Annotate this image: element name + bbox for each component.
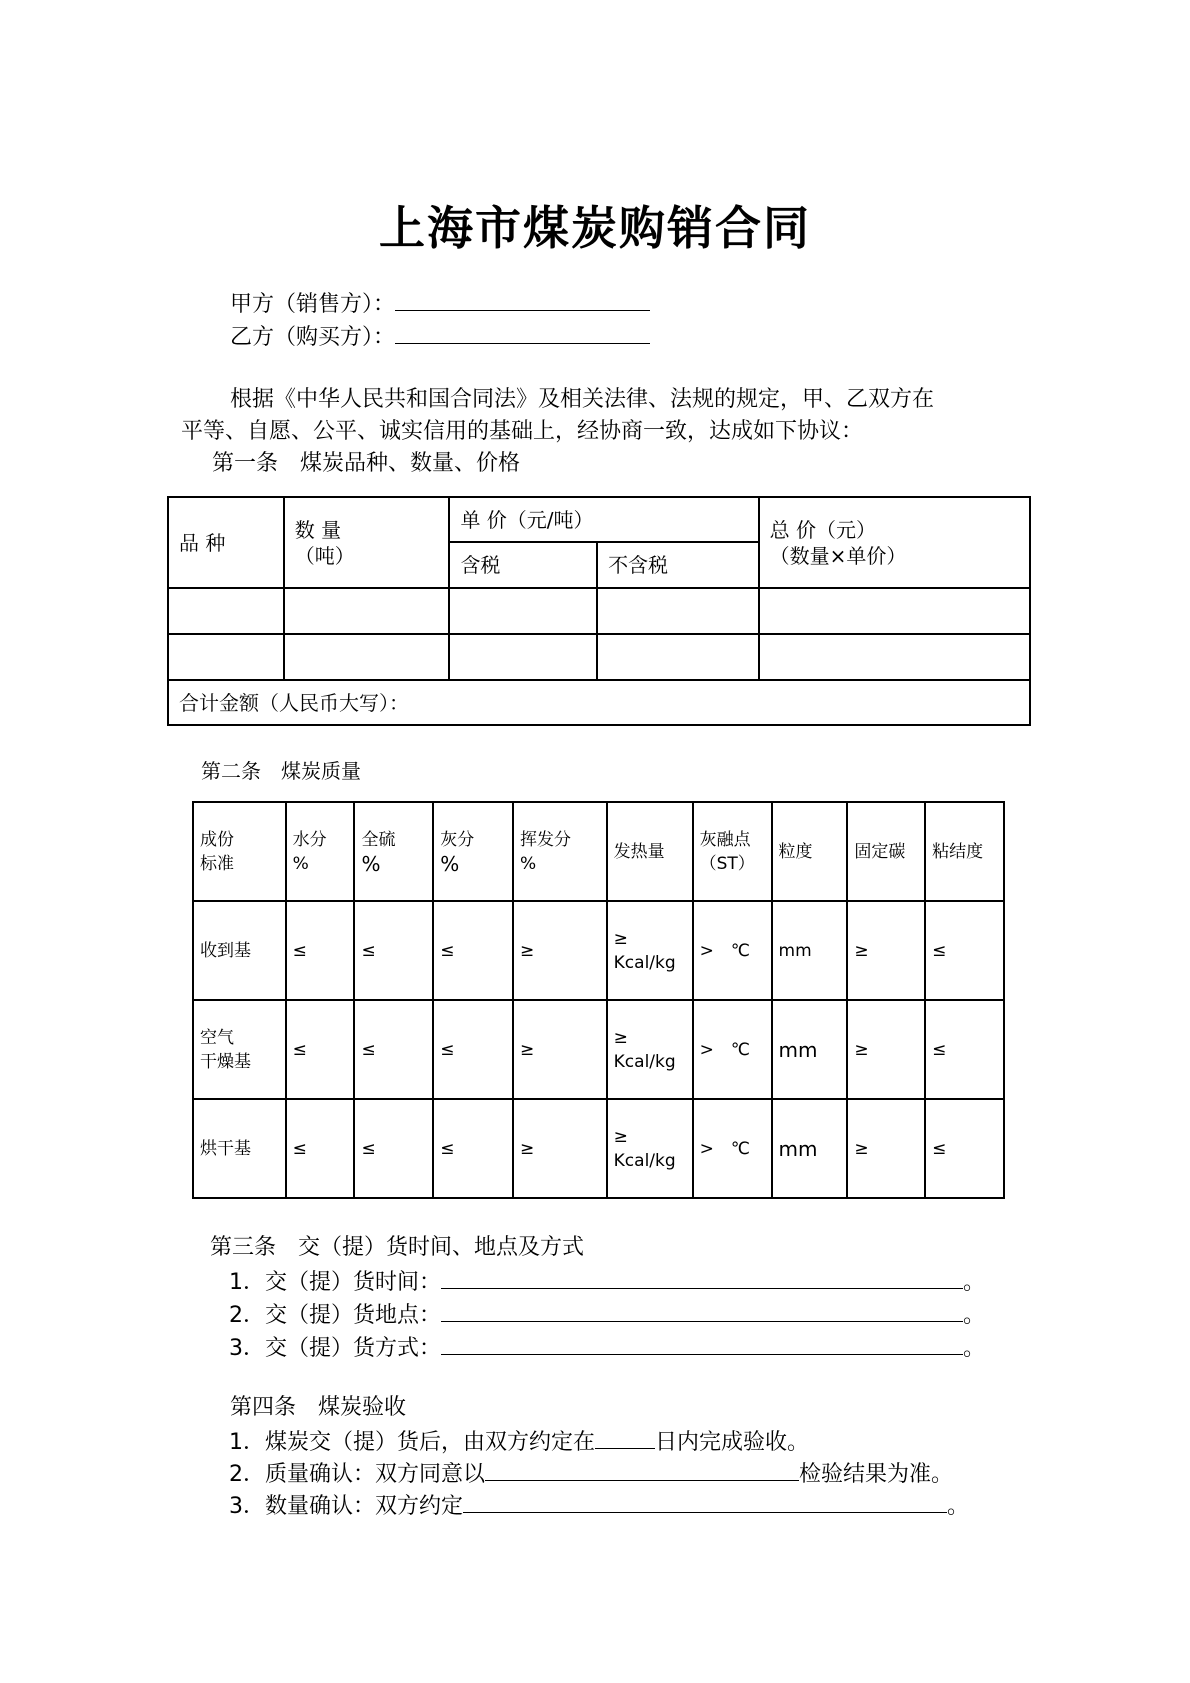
period-mark: 。 <box>963 1303 986 1328</box>
intro-line-2: 平等、自愿、公平、诚实信用的基础上，经协商一致，达成如下协议： <box>181 419 864 444</box>
cell-heat-unit: Kcal/kg <box>613 952 676 973</box>
table-row <box>193 1000 1004 1099</box>
header-volatile-2: % <box>519 853 537 874</box>
cell-variety[interactable] <box>168 634 284 680</box>
cell-quantity[interactable] <box>284 634 450 680</box>
cell-heat-symbol: ≥ <box>613 1027 628 1048</box>
header-size: 粒度 <box>772 802 848 901</box>
cell-total[interactable] <box>759 588 1030 634</box>
quality-confirm-blank[interactable] <box>485 1456 799 1481</box>
row-label-2: 干燥基 <box>200 1051 251 1072</box>
party-a-blank[interactable] <box>395 286 650 311</box>
article-3-heading: 第三条 交（提）货时间、地点及方式 <box>210 1235 585 1260</box>
party-b-blank[interactable] <box>395 319 650 344</box>
cell-sulfur[interactable]: ≤ <box>354 1099 433 1198</box>
row-label <box>193 1099 286 1198</box>
cell-ash[interactable]: ≤ <box>433 1099 513 1198</box>
article-4-heading: 第四条 煤炭验收 <box>230 1395 407 1420</box>
delivery-time-line <box>229 1264 985 1299</box>
cell-ash[interactable]: ≤ <box>433 901 513 1000</box>
cell-carbon[interactable]: ≥ <box>847 1099 925 1198</box>
cell-volatile[interactable]: ≥ <box>513 1099 607 1198</box>
acceptance-days-suffix: 日内完成验收。 <box>655 1430 810 1455</box>
header-unit-price: 单 价（元/吨） <box>449 497 758 542</box>
header-tax-included: 含税 <box>449 542 597 588</box>
cell-heat-symbol: ≥ <box>613 1126 628 1147</box>
total-amount-row[interactable]: 合计金额（人民币大写）： <box>168 680 1030 725</box>
header-standard-2: 标准 <box>200 853 234 874</box>
header-heat: 发热量 <box>607 802 693 901</box>
header-quantity-label: 数 量 <box>294 517 342 542</box>
header-ash-2: % <box>440 851 460 876</box>
delivery-method-blank[interactable] <box>441 1330 963 1355</box>
cell-heat-unit: Kcal/kg <box>613 1051 676 1072</box>
header-total-price <box>759 497 1030 588</box>
cell-ash[interactable]: ≤ <box>433 1000 513 1099</box>
quantity-confirm-label: 3．数量确认：双方约定 <box>229 1494 463 1519</box>
quality-confirm-suffix: 检验结果为准。 <box>799 1462 954 1487</box>
cell-price-tax[interactable] <box>449 588 597 634</box>
quantity-confirm-line <box>229 1488 969 1523</box>
delivery-place-label: 2．交（提）货地点： <box>229 1303 441 1328</box>
cell-fusion[interactable]: > ℃ <box>693 901 772 1000</box>
header-standard <box>193 802 286 901</box>
quality-confirm-line <box>229 1456 953 1491</box>
header-sulfur <box>354 802 433 901</box>
acceptance-days-blank[interactable] <box>595 1424 655 1449</box>
header-fusion <box>693 802 772 901</box>
period-mark: 。 <box>963 1270 986 1295</box>
cell-heat[interactable] <box>607 1000 693 1099</box>
cell-heat[interactable] <box>607 901 693 1000</box>
party-b-label: 乙方（购买方）： <box>230 325 396 350</box>
cell-moisture[interactable]: ≤ <box>286 901 355 1000</box>
header-ash-1: 灰分 <box>440 829 475 850</box>
cell-price-tax[interactable] <box>449 634 597 680</box>
cell-price-notax[interactable] <box>597 588 759 634</box>
table-row <box>193 901 1004 1000</box>
cell-caking[interactable]: ≤ <box>925 1000 1004 1099</box>
article-2-heading: 第二条 煤炭质量 <box>201 759 361 783</box>
header-variety: 品 种 <box>168 497 284 588</box>
cell-heat-symbol: ≥ <box>613 928 628 949</box>
header-total-label: 总 价（元） <box>769 517 876 542</box>
price-table <box>167 496 1031 726</box>
table-row <box>168 634 1030 680</box>
cell-size[interactable]: mm <box>772 1099 848 1198</box>
table-row <box>193 1099 1004 1198</box>
row-label <box>193 901 286 1000</box>
quantity-confirm-blank[interactable] <box>463 1488 947 1513</box>
cell-volatile[interactable]: ≥ <box>513 901 607 1000</box>
cell-heat[interactable] <box>607 1099 693 1198</box>
cell-carbon[interactable]: ≥ <box>847 1000 925 1099</box>
header-carbon: 固定碳 <box>847 802 925 901</box>
acceptance-days-line <box>229 1424 809 1459</box>
row-label-1: 空气 <box>200 1027 234 1048</box>
article-1-heading: 第一条 煤炭品种、数量、价格 <box>212 451 521 476</box>
header-volatile <box>513 802 607 901</box>
header-quantity <box>284 497 450 588</box>
period-mark: 。 <box>947 1494 970 1519</box>
cell-size[interactable]: mm <box>772 1000 848 1099</box>
delivery-time-label: 1．交（提）货时间： <box>229 1270 441 1295</box>
header-moisture-1: 水分 <box>292 829 327 850</box>
quality-confirm-label: 2．质量确认：双方同意以 <box>229 1462 485 1487</box>
delivery-method-line <box>229 1330 985 1365</box>
header-ash <box>433 802 513 901</box>
cell-caking[interactable]: ≤ <box>925 901 1004 1000</box>
header-sulfur-2: % <box>361 851 381 876</box>
period-mark: 。 <box>963 1336 986 1361</box>
table-row <box>168 588 1030 634</box>
row-label-1: 收到基 <box>200 940 251 961</box>
header-volatile-1: 挥发分 <box>519 829 571 850</box>
page-title: 上海市煤炭购销合同 <box>379 201 811 255</box>
intro-line-1: 根据《中华人民共和国合同法》及相关法律、法规的规定，甲、乙双方在 <box>230 387 935 412</box>
header-caking: 粘结度 <box>925 802 1004 901</box>
header-moisture-2: % <box>292 853 309 874</box>
header-fusion-2: （ST） <box>699 853 755 874</box>
row-label-1: 烘干基 <box>200 1138 251 1159</box>
delivery-place-line <box>229 1297 985 1332</box>
cell-size[interactable]: mm <box>772 901 848 1000</box>
cell-caking[interactable]: ≤ <box>925 1099 1004 1198</box>
party-a-label: 甲方（销售方）： <box>230 292 396 317</box>
cell-quantity[interactable] <box>284 588 450 634</box>
cell-fusion[interactable]: > ℃ <box>693 1099 772 1198</box>
cell-sulfur[interactable]: ≤ <box>354 1000 433 1099</box>
cell-sulfur[interactable]: ≤ <box>354 901 433 1000</box>
header-sulfur-1: 全硫 <box>361 829 396 850</box>
party-b-line <box>230 319 650 354</box>
cell-carbon[interactable]: ≥ <box>847 901 925 1000</box>
header-tax-excluded: 不含税 <box>597 542 759 588</box>
cell-moisture[interactable]: ≤ <box>286 1000 355 1099</box>
header-moisture <box>286 802 355 901</box>
quality-table <box>192 801 1005 1199</box>
cell-total[interactable] <box>759 634 1030 680</box>
header-total-sub: （数量×单价） <box>769 543 907 568</box>
row-label <box>193 1000 286 1099</box>
header-standard-1: 成份 <box>200 829 234 850</box>
acceptance-days-label: 1．煤炭交（提）货后，由双方约定在 <box>229 1430 595 1455</box>
delivery-method-label: 3．交（提）货方式： <box>229 1336 441 1361</box>
header-fusion-1: 灰融点 <box>699 829 751 850</box>
cell-variety[interactable] <box>168 588 284 634</box>
delivery-place-blank[interactable] <box>441 1297 963 1322</box>
delivery-time-blank[interactable] <box>441 1264 963 1289</box>
header-quantity-unit: （吨） <box>294 543 355 568</box>
cell-fusion[interactable]: > ℃ <box>693 1000 772 1099</box>
cell-volatile[interactable]: ≥ <box>513 1000 607 1099</box>
cell-price-notax[interactable] <box>597 634 759 680</box>
cell-moisture[interactable]: ≤ <box>286 1099 355 1198</box>
party-a-line <box>230 286 650 321</box>
cell-heat-unit: Kcal/kg <box>613 1150 676 1171</box>
